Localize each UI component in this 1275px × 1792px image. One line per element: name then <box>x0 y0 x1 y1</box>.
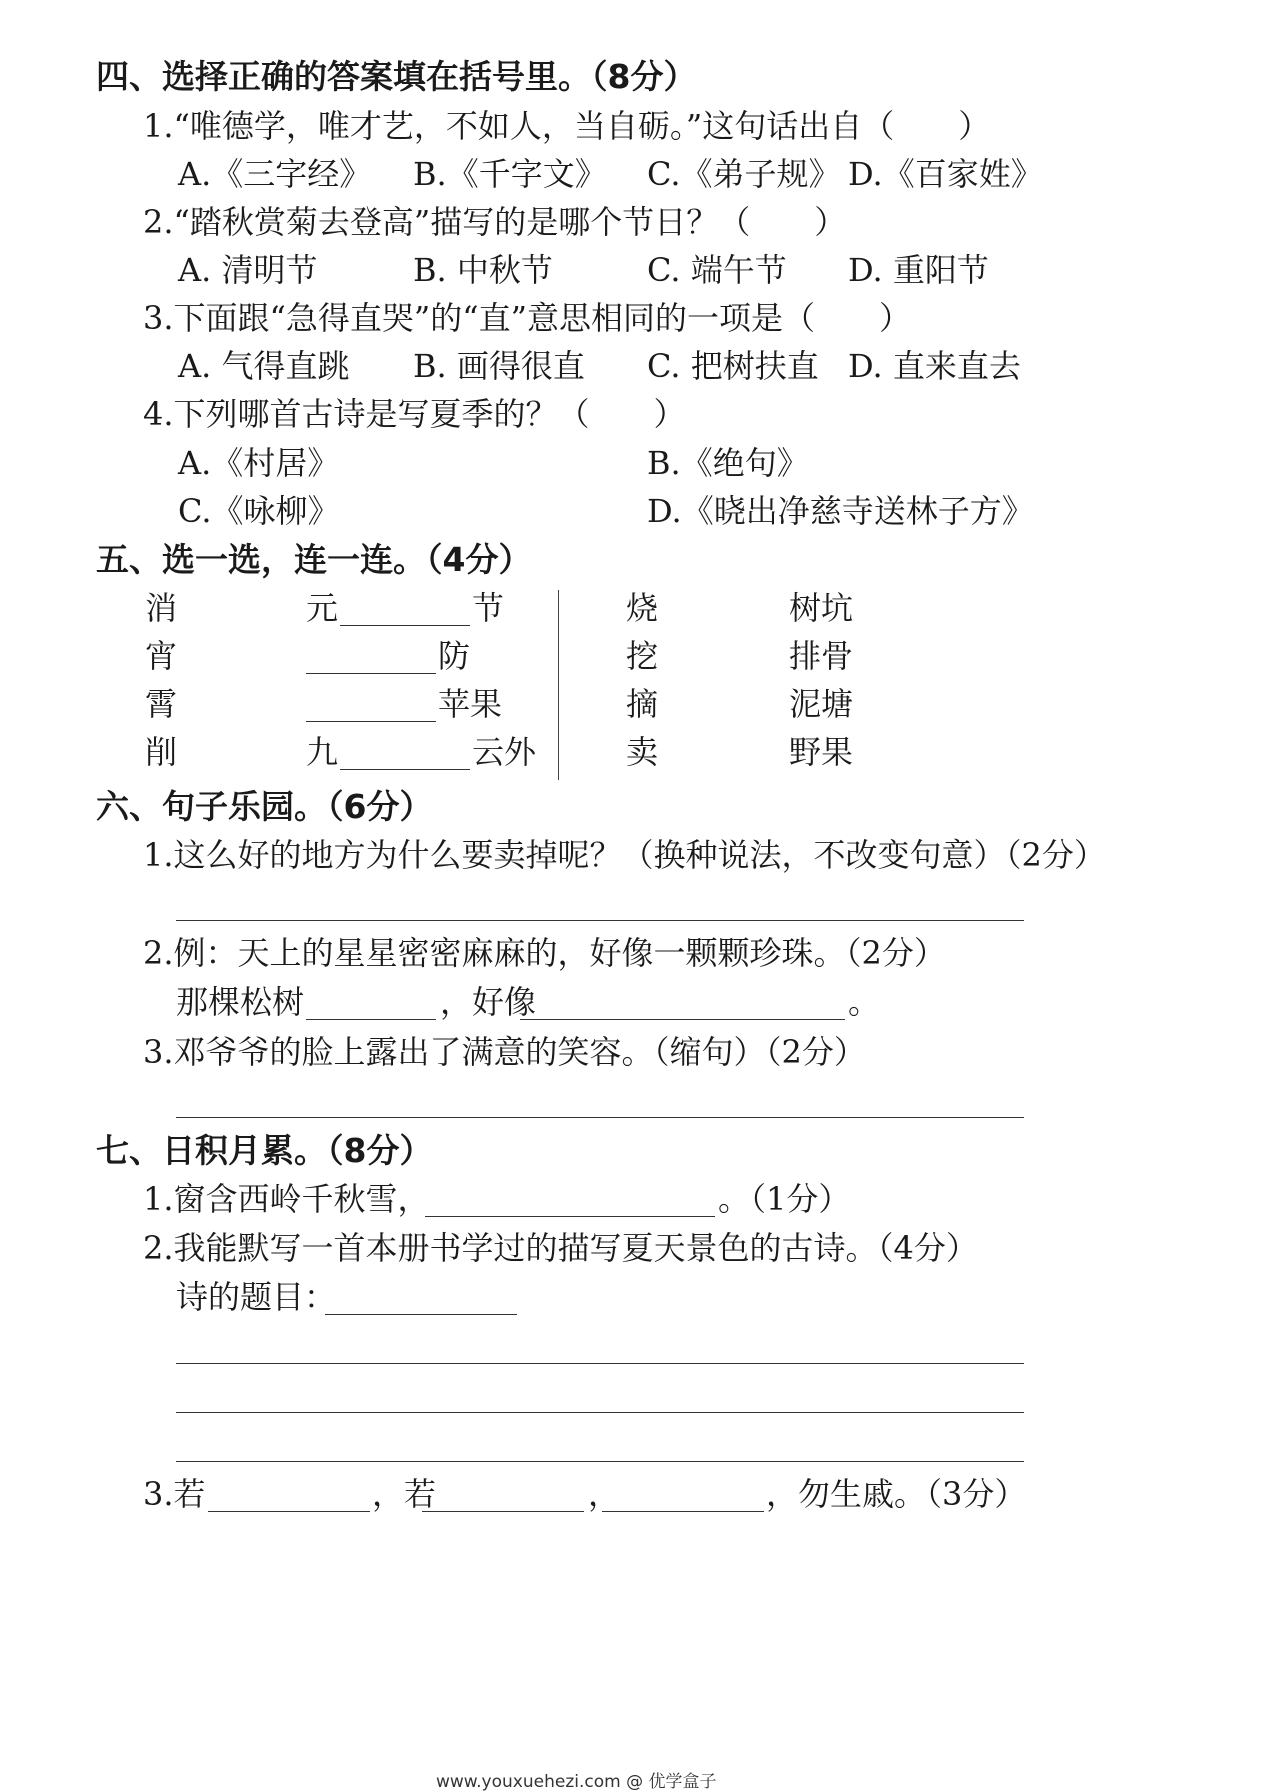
word-suffix: 防 <box>438 637 471 675</box>
section-5-title: 五、选一选，连一连。（4分） <box>96 540 532 579</box>
answer-blank[interactable] <box>306 673 436 674</box>
option-c: C. 把树扶直 <box>647 347 819 385</box>
answer-blank[interactable] <box>602 1511 764 1512</box>
option-d: D.《百家姓》 <box>848 155 1043 193</box>
option-d: D. 直来直去 <box>848 347 1021 385</box>
match-noun[interactable]: 树坑 <box>789 589 854 627</box>
answer-blank[interactable] <box>306 721 436 722</box>
word-suffix: 苹果 <box>438 685 503 723</box>
match-verb[interactable]: 卖 <box>626 733 659 771</box>
question-7-2: 2.我能默写一首本册书学过的描写夏天景色的古诗。（4分） <box>143 1229 978 1267</box>
match-char: 霄 <box>145 685 178 723</box>
section-6-title: 六、句子乐园。（6分） <box>96 787 433 826</box>
match-verb[interactable]: 烧 <box>626 589 659 627</box>
answer-blank[interactable] <box>422 1511 584 1512</box>
question-4-3-stem: 3.下面跟“急得直哭”的“直”意思相同的一项是（ ） <box>143 299 911 337</box>
option-a: A. 清明节 <box>178 251 318 289</box>
option-d: D.《晓出净慈寺送林子方》 <box>647 492 1034 530</box>
match-char: 消 <box>145 589 178 627</box>
option-c: C.《咏柳》 <box>178 492 340 530</box>
question-7-3-comma: ， <box>588 1475 621 1513</box>
question-7-1: 1.窗含西岭千秋雪， <box>143 1180 430 1218</box>
answer-blank[interactable] <box>306 1019 436 1020</box>
question-4-4-stem: 4.下列哪首古诗是写夏季的？（ ） <box>143 395 686 433</box>
option-d: D. 重阳节 <box>848 251 989 289</box>
section-7-title: 七、日积月累。（8分） <box>96 1131 433 1170</box>
poem-title-label: 诗的题目： <box>176 1278 337 1316</box>
answer-blank[interactable] <box>520 1019 845 1020</box>
option-b: B.《绝句》 <box>647 444 809 482</box>
answer-line[interactable] <box>176 1461 1024 1462</box>
sentence-middle: ，好像 <box>440 983 537 1021</box>
answer-blank[interactable] <box>208 1511 370 1512</box>
question-7-3-sep: ，若 <box>372 1475 437 1513</box>
word-suffix: 节 <box>472 589 505 627</box>
word-prefix: 九 <box>306 733 339 771</box>
option-a: A.《村居》 <box>178 444 340 482</box>
poem-title-blank[interactable] <box>325 1314 517 1315</box>
option-b: B.《千字文》 <box>413 155 607 193</box>
footer-watermark: www.youxuehezi.com @ 优学盒子 <box>436 1772 717 1792</box>
question-7-3-start: 3.若 <box>143 1475 206 1513</box>
match-noun[interactable]: 排骨 <box>789 637 854 675</box>
answer-line[interactable] <box>176 1412 1024 1413</box>
option-c: C. 端午节 <box>647 251 787 289</box>
match-verb[interactable]: 挖 <box>626 637 659 675</box>
answer-blank[interactable] <box>340 625 470 626</box>
answer-line[interactable] <box>176 1117 1024 1118</box>
question-6-3: 3.邓爷爷的脸上露出了满意的笑容。（缩句）（2分） <box>143 1033 866 1071</box>
question-7-3-end: ，勿生戚。（3分） <box>766 1475 1027 1513</box>
option-b: B. 画得很直 <box>413 347 585 385</box>
section-4-title: 四、选择正确的答案填在括号里。（8分） <box>96 57 697 96</box>
answer-line[interactable] <box>176 920 1024 921</box>
match-verb[interactable]: 摘 <box>626 685 659 723</box>
option-a: A.《三字经》 <box>178 155 372 193</box>
match-noun[interactable]: 泥塘 <box>789 685 854 723</box>
match-char: 削 <box>145 733 178 771</box>
option-b: B. 中秋节 <box>413 251 553 289</box>
answer-blank[interactable] <box>425 1216 715 1217</box>
question-4-1-stem: 1.“唯德学，唯才艺，不如人，当自砺。”这句话出自（ ） <box>143 107 991 145</box>
sentence-end: 。 <box>848 983 881 1021</box>
question-7-1-end: 。（1分） <box>718 1180 851 1218</box>
column-divider <box>558 590 559 780</box>
word-prefix: 元 <box>306 589 339 627</box>
question-6-1: 1.这么好的地方为什么要卖掉呢？（换种说法，不改变句意）（2分） <box>143 836 1106 874</box>
match-noun[interactable]: 野果 <box>789 733 854 771</box>
answer-line[interactable] <box>176 1363 1024 1364</box>
answer-blank[interactable] <box>340 769 470 770</box>
question-4-2-stem: 2.“踏秋赏菊去登高”描写的是哪个节日？（ ） <box>143 203 847 241</box>
word-suffix: 云外 <box>472 733 537 771</box>
question-6-2: 2.例：天上的星星密密麻麻的，好像一颗颗珍珠。（2分） <box>143 934 946 972</box>
sentence-start: 那棵松树 <box>176 983 305 1021</box>
option-c: C.《弟子规》 <box>647 155 841 193</box>
match-char: 宵 <box>145 637 178 675</box>
option-a: A. 气得直跳 <box>178 347 350 385</box>
